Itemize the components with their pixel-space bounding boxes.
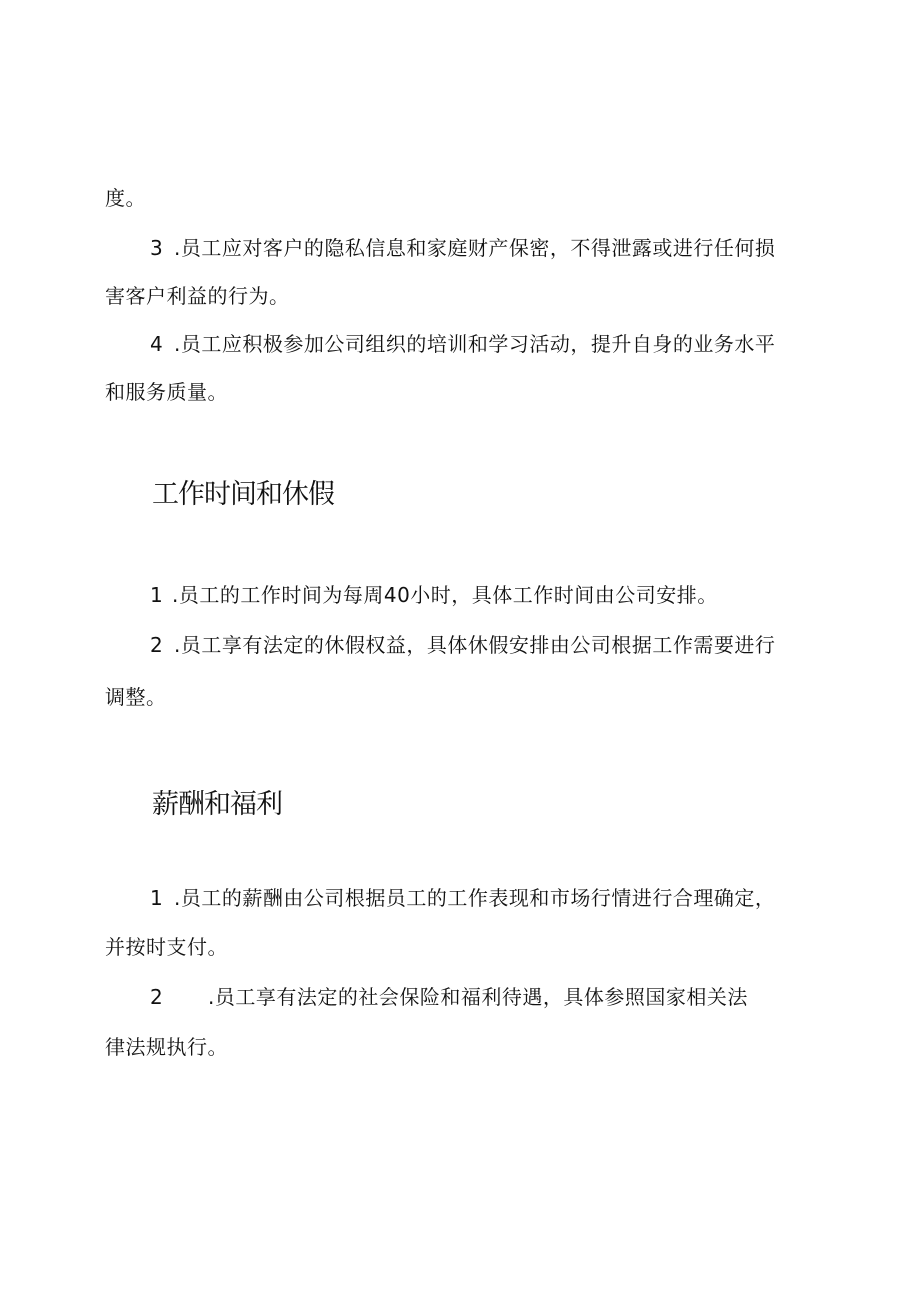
section-heading-pay: 薪酬和福利 <box>152 789 282 820</box>
list-item-line <box>150 633 775 657</box>
list-item-line <box>150 236 775 260</box>
list-item-line <box>150 985 748 1009</box>
list-item-line <box>150 332 775 356</box>
section-heading-hours: 工作时间和休假 <box>152 479 334 510</box>
item-text: .员工应积极参加公司组织的培训和学习活动，提升自身的业务水平 <box>174 332 776 356</box>
item-number: 2 <box>150 985 164 1009</box>
continuation-text: 度。 <box>105 186 146 210</box>
list-item-continuation: 律法规执行。 <box>105 1035 228 1059</box>
item-text: .员工的工作时间为每周40小时，具体工作时间由公司安排。 <box>172 583 718 607</box>
item-text: .员工享有法定的社会保险和福利待遇，具体参照国家相关法 <box>208 985 748 1009</box>
list-item-continuation: 调整。 <box>105 685 167 709</box>
item-text: .员工享有法定的休假权益，具体休假安排由公司根据工作需要进行 <box>174 633 776 657</box>
list-item-line <box>150 886 775 910</box>
list-item-continuation: 并按时支付。 <box>105 935 228 959</box>
list-item-continuation: 和服务质量。 <box>105 380 228 404</box>
item-number: 3 <box>150 236 164 260</box>
item-number: 2 <box>150 633 164 657</box>
item-text: .员工应对客户的隐私信息和家庭财产保密，不得泄露或进行任何损 <box>174 236 776 260</box>
list-item-continuation: 害客户利益的行为。 <box>105 284 290 308</box>
list-item-line <box>150 583 718 607</box>
item-number: 1 <box>150 886 164 910</box>
item-number: 1 <box>150 583 164 607</box>
item-text: .员工的薪酬由公司根据员工的工作表现和市场行情进行合理确定， <box>174 886 776 910</box>
item-number: 4 <box>150 332 164 356</box>
